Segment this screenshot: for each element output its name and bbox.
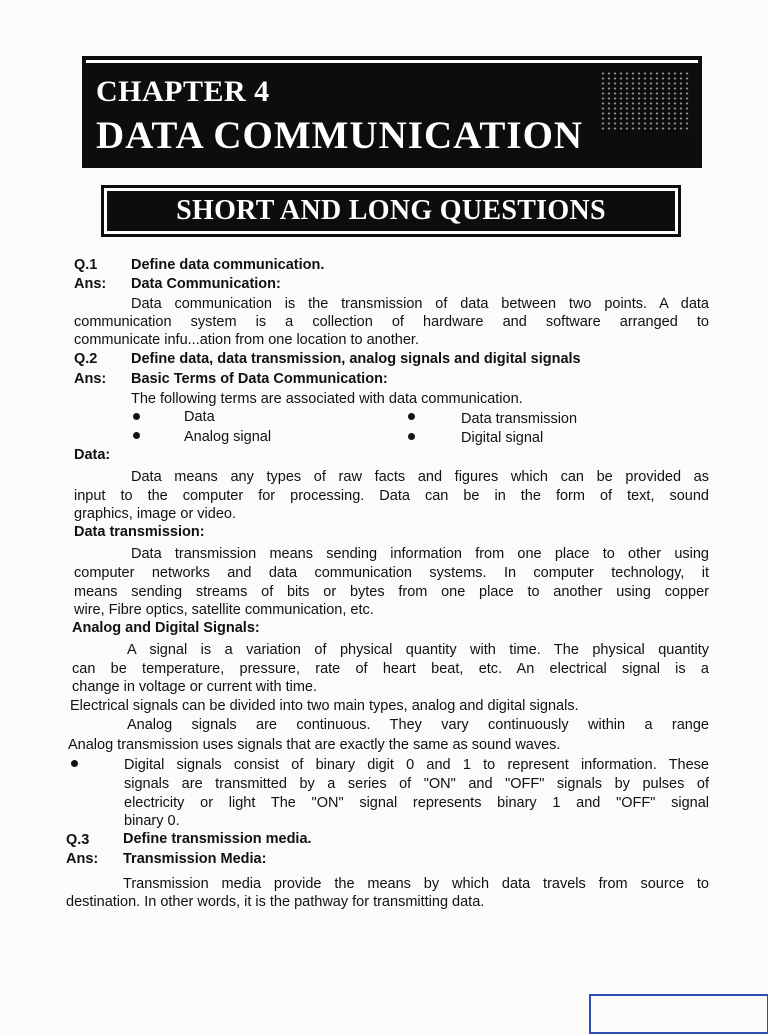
bullet-icon (133, 432, 140, 439)
paragraph-line: Data communication is the transmission of data between two points. A data (131, 296, 709, 312)
chapter-title: DATA COMMUNICATION (96, 114, 584, 157)
term-item: Data transmission (461, 411, 578, 427)
question-text: Define transmission media. (123, 831, 312, 847)
bullet-icon (133, 413, 140, 420)
bullet-icon (71, 760, 78, 767)
paragraph-line: Analog signals are continuous. They vary continuously within a range (127, 717, 709, 733)
banner-texture (600, 71, 690, 131)
chapter-banner (86, 60, 698, 164)
answer-title: Data Communication: (131, 276, 281, 292)
section-heading-transmission: Data transmission: (74, 524, 205, 540)
section-heading-data: Data: (74, 447, 111, 463)
section-heading-signals: Analog and Digital Signals: (72, 620, 260, 636)
bullet-icon (408, 413, 415, 420)
page-corner-frame (589, 994, 768, 1034)
paragraph-line: Digital signals consist of binary digit 0 and 1 to represent information. These (124, 757, 709, 773)
question-number: Q.2 (74, 351, 98, 367)
term-item: Data (184, 409, 215, 425)
paragraph-line: electricity or light The "ON" signal represents binary 1 and "OFF" signal (124, 795, 709, 811)
question-text: Define data communication. (131, 257, 325, 273)
paragraph-line: binary 0. (124, 813, 180, 829)
paragraph-line: change in voltage or current with time. (72, 679, 318, 695)
answer-title: Transmission Media: (123, 851, 267, 867)
term-item: Digital signal (461, 430, 544, 446)
paragraph-line: The following terms are associated with data communication. (131, 391, 523, 407)
question-number: Q.3 (66, 832, 90, 848)
answer-label: Ans: (66, 851, 99, 867)
answer-label: Ans: (74, 371, 107, 387)
paragraph-line: Electrical signals can be divided into two main types, analog and digital signals. (70, 698, 579, 714)
paragraph-line: Data means any types of raw facts and figures which can be provided as (131, 469, 709, 485)
term-item: Analog signal (184, 429, 272, 445)
paragraph-line: Transmission media provide the means by which data travels from source to (123, 876, 709, 892)
paragraph-line: can be temperature, pressure, rate of heart beat, etc. An electrical signal is a (72, 661, 709, 677)
paragraph-line: computer networks and data communication systems. In computer technology, it (74, 565, 709, 581)
paragraph-line: wire, Fibre optics, satellite communication, etc. (74, 602, 374, 618)
paragraph-line: Data transmission means sending information from one place to other using (131, 546, 709, 562)
paragraph-line: A signal is a variation of physical quantity with time. The physical quantity (127, 642, 709, 658)
paragraph-line: input to the computer for processing. Data can be in the form of text, sound (74, 488, 709, 504)
paragraph-line: communicate infu...ation from one location to another. (74, 332, 419, 348)
bullet-icon (408, 433, 415, 440)
paragraph-line: signals are transmitted by a series of "ON" and "OFF" signals by pulses of (124, 776, 709, 792)
question-number: Q.1 (74, 257, 98, 273)
paragraph-line: Analog transmission uses signals that are exactly the same as sound waves. (68, 737, 561, 753)
chapter-number: CHAPTER 4 (96, 75, 270, 108)
answer-title: Basic Terms of Data Communication: (131, 371, 388, 387)
paragraph-line: means sending streams of bits or bytes from one place to another using copper (74, 584, 709, 600)
section-heading: SHORT AND LONG QUESTIONS (104, 188, 678, 234)
question-text: Define data, data transmission, analog signals and digital signals (131, 351, 581, 367)
paragraph-line: graphics, image or video. (74, 506, 236, 522)
answer-label: Ans: (74, 276, 107, 292)
paragraph-line: communication system is a collection of hardware and software arranged to (74, 314, 709, 330)
paragraph-line: destination. In other words, it is the pathway for transmitting data. (66, 894, 485, 910)
